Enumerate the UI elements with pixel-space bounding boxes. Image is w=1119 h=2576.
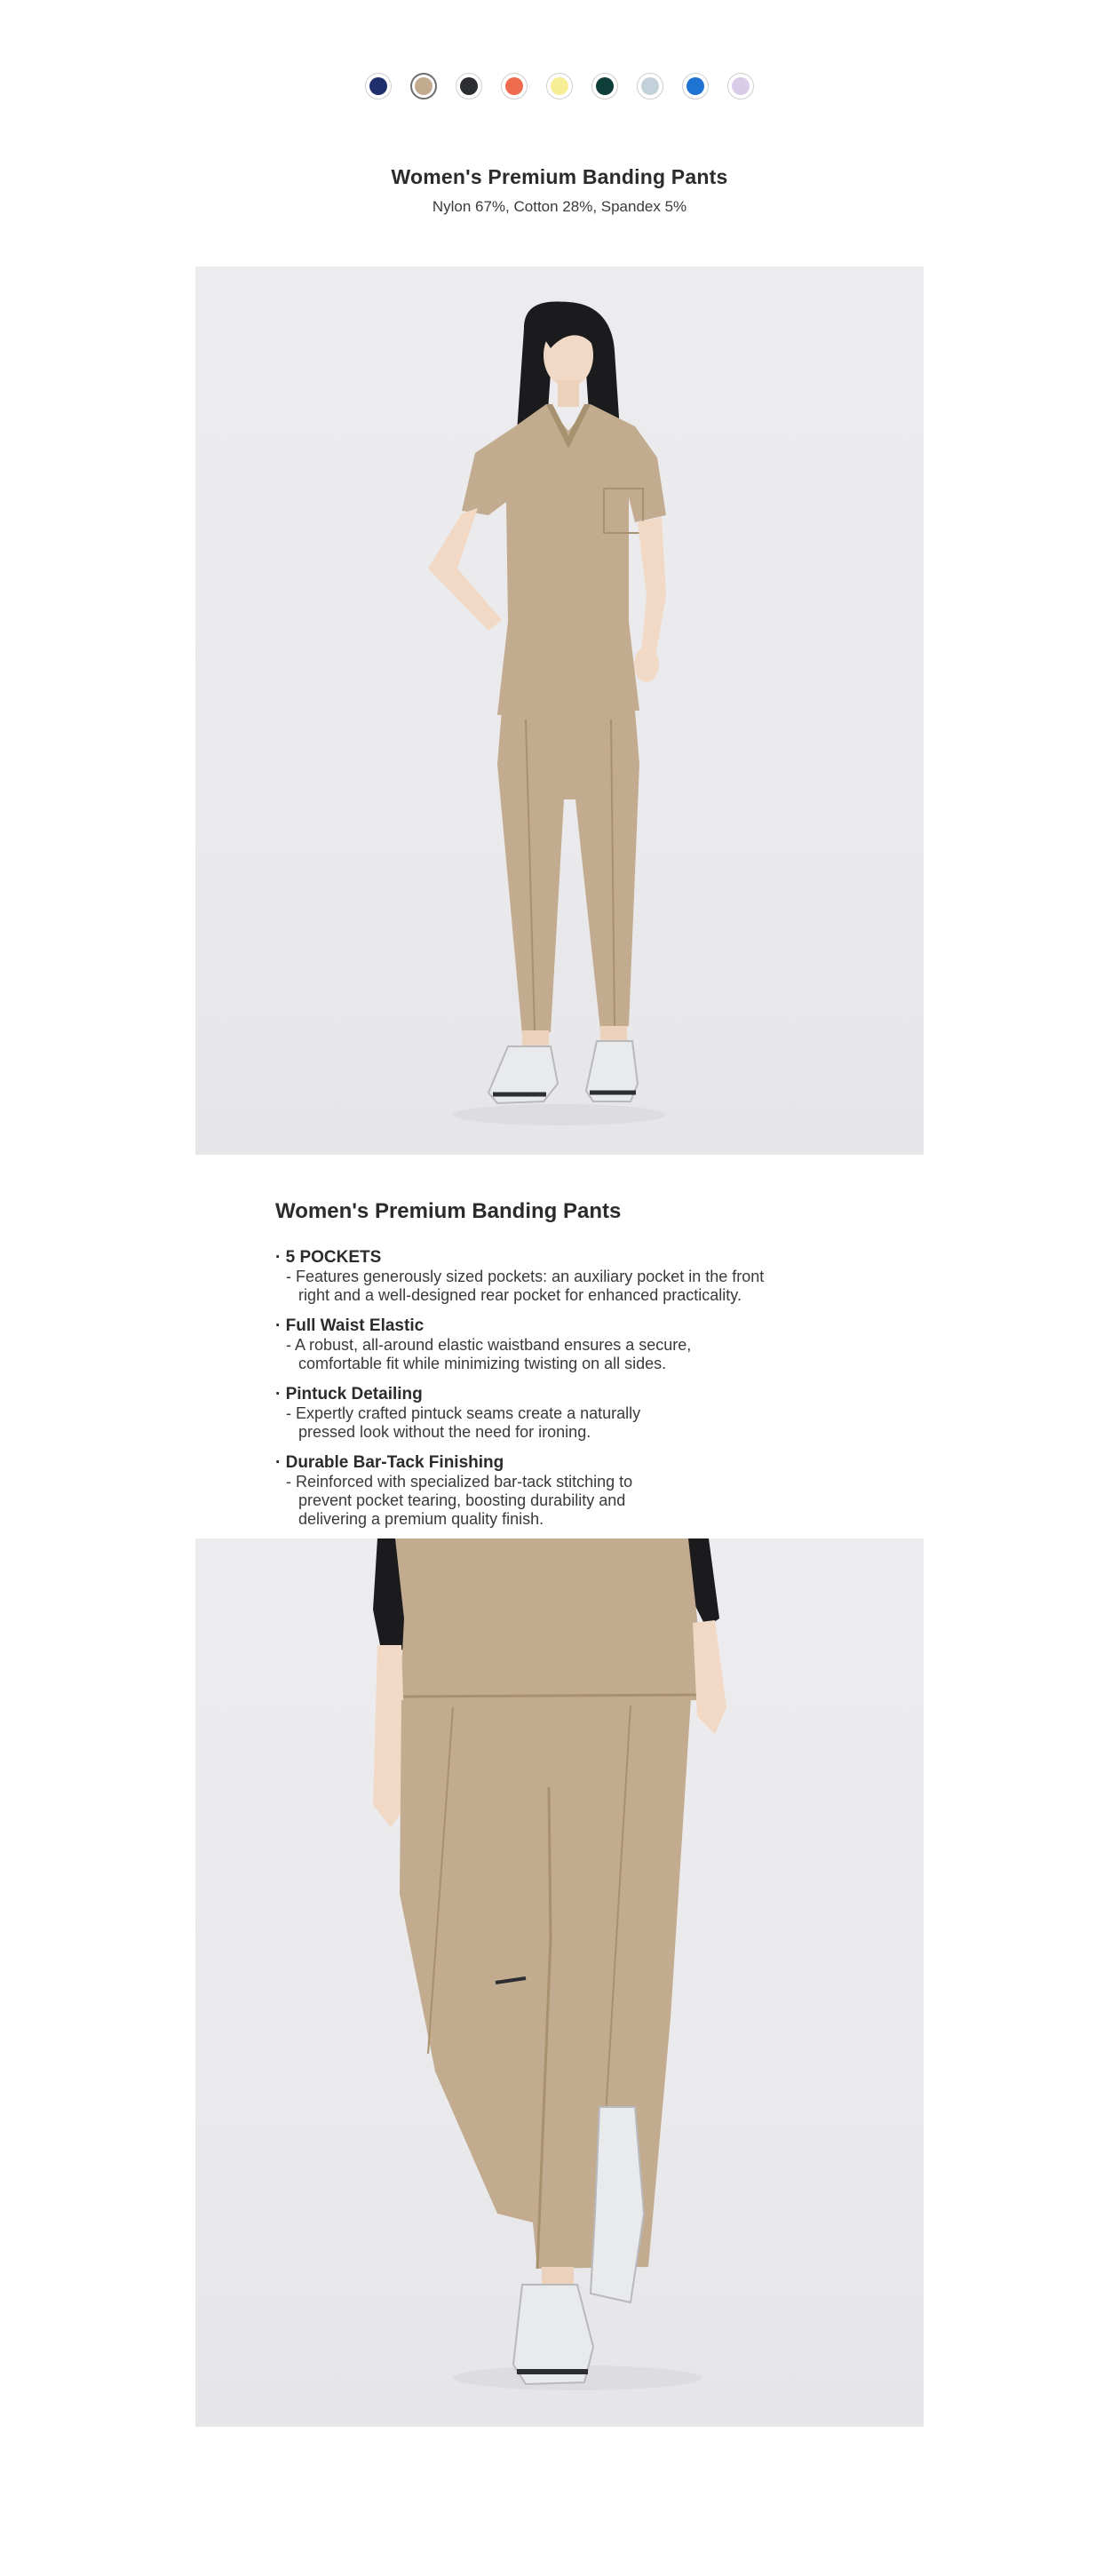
feature-description-line: - Expertly crafted pintuck seams create a naturally: [286, 1404, 641, 1422]
color-swatch-dot: [732, 77, 750, 95]
feature-description-line: prevent pocket tearing, boosting durability and: [298, 1491, 626, 1509]
color-swatch-blue[interactable]: [682, 73, 709, 99]
feature-description: [275, 1404, 897, 1442]
feature-description-line: right and a well-designed rear pocket for enhanced practicality.: [298, 1286, 742, 1304]
feature-description-line: comfortable fit while minimizing twisting on all sides.: [298, 1355, 667, 1372]
feature-item: [275, 1316, 897, 1373]
material-composition: Nylon 67%, Cotton 28%, Spandex 5%: [432, 198, 687, 215]
feature-description: [275, 1268, 897, 1305]
feature-item: [275, 1247, 897, 1305]
feature-item: [275, 1384, 897, 1442]
model-full-body-illustration: [195, 266, 924, 1155]
feature-description-line: - Features generously sized pockets: an auxiliary pocket in the front: [286, 1268, 765, 1285]
color-swatch-lavender[interactable]: [727, 73, 754, 99]
color-swatch-dot: [505, 77, 523, 95]
product-photo-pants-closeup: [195, 1538, 924, 2427]
color-swatch-charcoal[interactable]: [456, 73, 482, 99]
color-swatch-dot: [596, 77, 614, 95]
product-title: Women's Premium Banding Pants: [391, 165, 728, 188]
feature-description-line: delivering a premium quality finish.: [298, 1510, 544, 1528]
feature-name: · Pintuck Detailing: [275, 1385, 423, 1403]
color-swatch-khaki[interactable]: [410, 73, 437, 99]
feature-list: [275, 1247, 897, 1529]
color-swatch-light-blue[interactable]: [637, 73, 663, 99]
model-pants-closeup-illustration: [195, 1538, 924, 2427]
color-swatch-dot: [551, 77, 568, 95]
feature-name: · Full Waist Elastic: [275, 1316, 425, 1335]
color-swatch-coral[interactable]: [501, 73, 528, 99]
color-swatch-dot: [641, 77, 659, 95]
product-header: [0, 165, 1119, 216]
color-swatch-dot: [686, 77, 704, 95]
color-swatch-yellow[interactable]: [546, 73, 573, 99]
color-swatch-list: [0, 73, 1119, 99]
color-swatch-dot: [415, 77, 433, 95]
color-swatch-dark-green[interactable]: [591, 73, 618, 99]
feature-description: [275, 1336, 897, 1373]
feature-description-line: pressed look without the need for ironing.: [298, 1423, 591, 1441]
details-title: Women's Premium Banding Pants: [275, 1199, 622, 1223]
feature-name: · Durable Bar-Tack Finishing: [275, 1453, 504, 1472]
product-photo-full-body: [195, 266, 924, 1155]
color-swatch-navy[interactable]: [365, 73, 392, 99]
color-swatch-dot: [460, 77, 478, 95]
color-swatch-dot: [369, 77, 387, 95]
feature-description-line: - A robust, all-around elastic waistband ensures a secure,: [286, 1336, 692, 1354]
product-details: [275, 1199, 897, 1539]
feature-item: [275, 1452, 897, 1529]
feature-name: · 5 POCKETS: [275, 1248, 382, 1267]
feature-description-line: - Reinforced with specialized bar-tack stitching to: [286, 1473, 633, 1491]
feature-description: [275, 1473, 897, 1529]
